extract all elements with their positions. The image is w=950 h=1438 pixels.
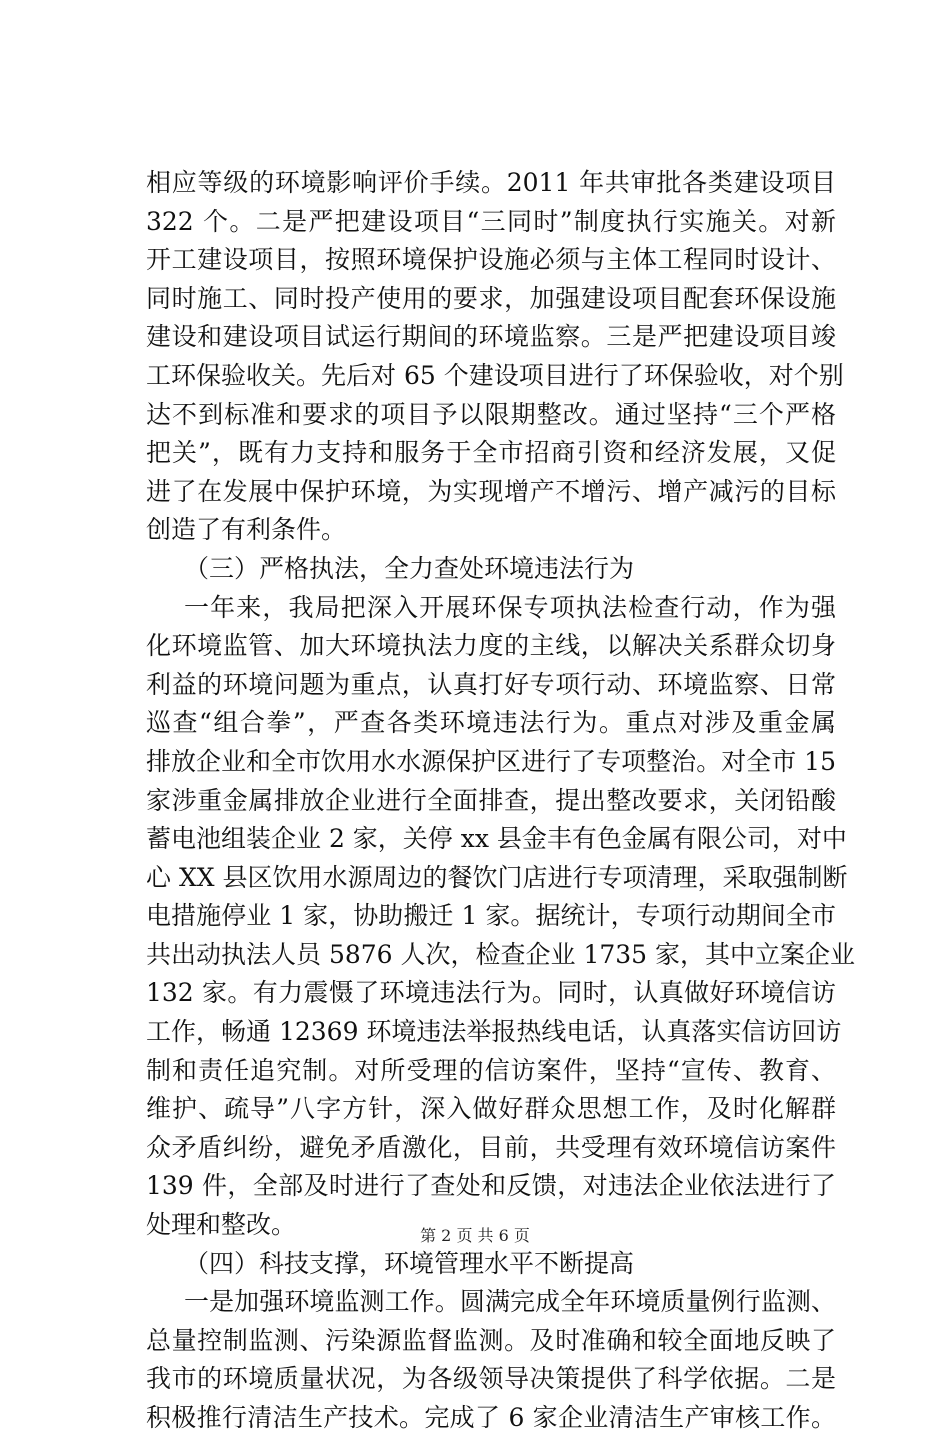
page-footer: 第 2 页 共 6 页 [420, 1226, 530, 1245]
paragraph-line: 化环境监管、加大环境执法力度的主线，以解决关系群众切身 [146, 631, 836, 661]
paragraph-line: 132 家。有力震慑了环境违法行为。同时，认真做好环境信访 [146, 978, 836, 1008]
paragraph-line: 322 个。二是严把建设项目“三同时”制度执行实施关。对新 [146, 206, 836, 236]
paragraph-line: 建设和建设项目试运行期间的环境监察。三是严把建设项目竣 [146, 322, 836, 352]
paragraph-line: 家涉重金属排放企业进行全面排查，提出整改要求，关闭铅酸 [146, 785, 836, 815]
paragraph-line: 达不到标准和要求的项目予以限期整改。通过坚持“三个严格 [146, 399, 836, 429]
paragraph-line: 积极推行清洁生产技术。完成了 6 家企业清洁生产审核工作。 [146, 1403, 836, 1432]
paragraph-line: 处理和整改。 [146, 1210, 297, 1240]
paragraph-line: 一是加强环境监测工作。圆满完成全年环境质量例行监测、 [184, 1287, 836, 1317]
paragraph-line: 一年来，我局把深入开展环保专项执法检查行动，作为强 [184, 592, 836, 622]
paragraph-line: 共出动执法人员 5876 人次，检查企业 1735 家，其中立案企业 [146, 939, 856, 969]
paragraph-line: 众矛盾纠纷，避免矛盾激化，目前，共受理有效环境信访案件 [146, 1132, 836, 1162]
paragraph-line: 把关”，既有力支持和服务于全市招商引资和经济发展，又促 [146, 438, 836, 468]
paragraph-line: 巡查“组合拳”，严查各类环境违法行为。重点对涉及重金属 [146, 708, 836, 738]
paragraph-line: 相应等级的环境影响评价手续。2011 年共审批各类建设项目 [146, 168, 836, 197]
paragraph-line: 电措施停业 1 家，协助搬迁 1 家。据统计，专项行动期间全市 [146, 901, 836, 931]
section-heading: （四）科技支撑，环境管理水平不断提高 [184, 1248, 635, 1278]
section-heading: （三）严格执法，全力查处环境违法行为 [184, 553, 635, 583]
paragraph-line: 我市的环境质量状况，为各级领导决策提供了科学依据。二是 [146, 1364, 836, 1394]
paragraph-line: 蓄电池组装企业 2 家，关停 xx 县金丰有色金属有限公司，对中 [146, 824, 847, 854]
paragraph-line: 制和责任追究制。对所受理的信访案件，坚持“宣传、教育、 [146, 1055, 836, 1085]
paragraph-line: 创造了有利条件。 [146, 515, 347, 545]
paragraph-line: 维护、疏导”八字方针，深入做好群众思想工作，及时化解群 [146, 1094, 836, 1124]
paragraph-line: 139 件，全部及时进行了查处和反馈，对违法企业依法进行了 [146, 1171, 836, 1201]
paragraph-line: 开工建设项目，按照环境保护设施必须与主体工程同时设计、 [146, 245, 836, 275]
paragraph-line: 排放企业和全市饮用水水源保护区进行了专项整治。对全市 15 [146, 746, 836, 776]
paragraph-line: 利益的环境问题为重点，认真打好专项行动、环境监察、日常 [146, 669, 836, 699]
paragraph-line: 进了在发展中保护环境，为实现增产不增污、增产减污的目标 [146, 476, 836, 506]
body-text [146, 164, 856, 1438]
paragraph-line: 总量控制监测、污染源监督监测。及时准确和较全面地反映了 [146, 1325, 836, 1355]
paragraph-line: 心 XX 县区饮用水源周边的餐饮门店进行专项清理，采取强制断 [146, 862, 848, 892]
paragraph-line: 同时施工、同时投产使用的要求，加强建设项目配套环保设施 [146, 283, 836, 313]
paragraph-line: 工环保验收关。先后对 65 个建设项目进行了环保验收，对个别 [146, 360, 844, 390]
paragraph-line: 工作，畅通 12369 环境违法举报热线电话，认真落实信访回访 [146, 1017, 842, 1047]
